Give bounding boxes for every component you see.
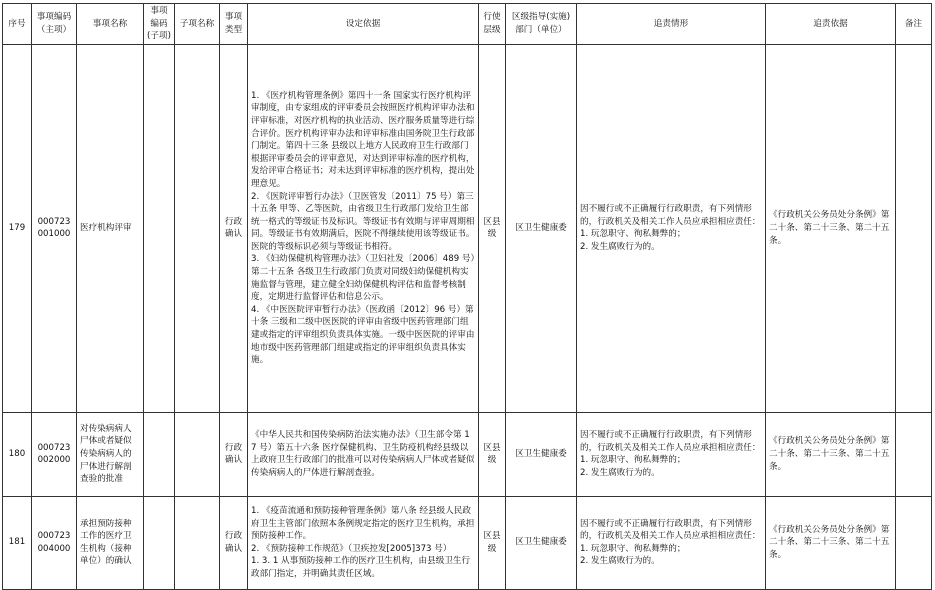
row-duty-basis: 《行政机关公务员处分条例》第二十条、第二十三条、第二十五条。: [766, 496, 896, 589]
row-type: 行政确认: [220, 496, 248, 589]
row-duty-basis: 《行政机关公务员处分条例》第二十条、第二十三条、第二十五条。: [766, 44, 896, 412]
row-duty: [577, 496, 766, 589]
duty-item: 2. 发生腐败行为的。: [580, 241, 660, 252]
row-code-sub: [144, 496, 175, 589]
row-type: 行政确认: [220, 412, 248, 496]
row-seq: 179: [3, 44, 32, 412]
header-type: 事项类型: [220, 4, 248, 45]
duty-item: 2. 发生腐败行为的。: [580, 467, 660, 478]
row-code: 000723 004000: [32, 496, 77, 589]
row-dept: 区卫生健康委: [506, 412, 577, 496]
row-basis: [248, 496, 479, 589]
row-code-sub: [144, 44, 175, 412]
basis-item: 1. 《疫苗流通和预防接种管理条例》第八条 经县级人民政府卫生主管部门依照本条例规定指定的医疗卫生机构，承担预防接种工作。: [251, 506, 475, 542]
row-level: 区县级: [479, 44, 506, 412]
basis-item: 2. 《预防接种工作规范》（卫疾控发[2005]373 号）: [251, 543, 452, 554]
row-duty-basis: 《行政机关公务员处分条例》第二十条、第二十三条、第二十五条。: [766, 412, 896, 496]
header-seq: 序号: [3, 4, 32, 45]
row-seq: 180: [3, 412, 32, 496]
basis-item: 1. 3. 1 从事预防接种工作的医疗卫生机构，由县级卫生行政部门指定，并明确其责任区域。: [251, 556, 471, 579]
row-dept: 区卫生健康委: [506, 496, 577, 589]
row-seq: 181: [3, 496, 32, 589]
row-type: 行政确认: [220, 44, 248, 412]
header-code-main: 事项编码（主项）: [32, 4, 77, 45]
header-basis: 设定依据: [248, 4, 479, 45]
basis-item: 《中华人民共和国传染病防治法实施办法》（卫生部令第 17 号）第五十六条 医疗保健机构、卫生防疫机构经县级以上政府卫生行政部门的批准可以对传染病病人尸体或者疑似传染病病人的尸体进行解剖查验。: [251, 430, 475, 478]
basis-item: 4. 《中医医院评审暂行办法》（医政函〔2012〕96 号）第十条 三级和二级中医医院的评审由省级中医药管理部门组建或指定的评审组织负责具体实施。一级中医医院的评审由地市级中医药管理部门组建或指定的评审组织负责具体实施。: [251, 304, 475, 366]
duty-item: 因不履行或不正确履行行政职责，有下列情形的，行政机关及相关工作人员应承担相应责任：: [580, 518, 761, 542]
row-sub-name: [175, 44, 220, 412]
header-name: 事项名称: [77, 4, 144, 45]
row-remark: [896, 496, 932, 589]
row-sub-name: [175, 496, 220, 589]
duty-item: 因不履行或不正确履行行政职责，有下列情形的，行政机关及相关工作人员应承担相应责任：: [580, 430, 761, 453]
row-name: 医疗机构评审: [77, 44, 144, 412]
row-basis: [248, 44, 479, 412]
basis-item: 2. 《医院评审暂行办法》（卫医管发〔2011〕75 号）第三十五条 甲等、乙等医院，由省级卫生行政部门发给卫生部统一格式的等级证书及标识。等级证书有效期与评审周期相同。等级证书有效期满后，医院不得继续使用该等级证书。医院的等级标识必须与等级证书相符。: [251, 191, 475, 252]
header-row: [3, 4, 932, 45]
basis-item: 1. 《医疗机构管理条例》第四十一条 国家实行医疗机构评审制度，由专家组成的评审委员会按照医疗机构评审办法和评审标准，对医疗机构的执业活动、医疗服务质量等进行综合评价。医疗机构评审办法和评审标准由国务院卫生行政部门制定。第四十三条 县级以上地方人民政府卫生行政部门根据评审委员会的评审意见，对达到评审标准的医疗机构，发给评审合格证书；对未达到评审标准的医疗机构，提出处理意见。: [251, 90, 475, 189]
row-code: 000723 002000: [32, 412, 77, 496]
duty-item: 因不履行或不正确履行行政职责，有下列情形的，行政机关及相关工作人员应承担相应责任：: [580, 204, 761, 227]
basis-item: 3. 《妇幼保健机构管理办法》（卫妇社发〔2006〕489 号）第二十五条 各级卫生行政部门负责对同级妇幼保健机构实施监督与管理，建立健全妇幼保健机构评估和监督考核制度，定期进行监督评估和信息公示。: [251, 254, 475, 303]
row-remark: [896, 412, 932, 496]
duty-item: 2. 发生腐败行为的。: [580, 556, 660, 567]
header-dept: 区级指导(实施)部门（单位）: [506, 4, 577, 45]
table-row: [3, 44, 932, 412]
header-level: 行使层级: [479, 4, 506, 45]
header-code-sub: 事项编码(子项): [144, 4, 175, 45]
row-basis: [248, 412, 479, 496]
row-dept: 区卫生健康委: [506, 44, 577, 412]
row-remark: [896, 44, 932, 412]
row-level: 区县级: [479, 412, 506, 496]
row-name: 承担预防接种工作的医疗卫生机构（接种单位）的确认: [77, 496, 144, 589]
header-remark: 备注: [896, 4, 932, 45]
duty-item: 1. 玩忽职守、徇私舞弊的；: [580, 229, 686, 240]
header-sub-name: 子项名称: [175, 4, 220, 45]
header-duty-basis: 追责依据: [766, 4, 896, 45]
row-duty: [577, 44, 766, 412]
table-row: [3, 496, 932, 589]
table-row: [3, 412, 932, 496]
row-code: 000723 001000: [32, 44, 77, 412]
row-duty: [577, 412, 766, 496]
row-code-sub: [144, 412, 175, 496]
duty-item: 1. 玩忽职守、徇私舞弊的；: [580, 543, 686, 554]
row-sub-name: [175, 412, 220, 496]
duty-item: 1. 玩忽职守、徇私舞弊的；: [580, 455, 686, 466]
row-level: 区县级: [479, 496, 506, 589]
power-list-table: [2, 3, 932, 590]
row-name: 对传染病病人尸体或者疑似传染病病人的尸体进行解剖查验的批准: [77, 412, 144, 496]
header-duty: 追责情形: [577, 4, 766, 45]
